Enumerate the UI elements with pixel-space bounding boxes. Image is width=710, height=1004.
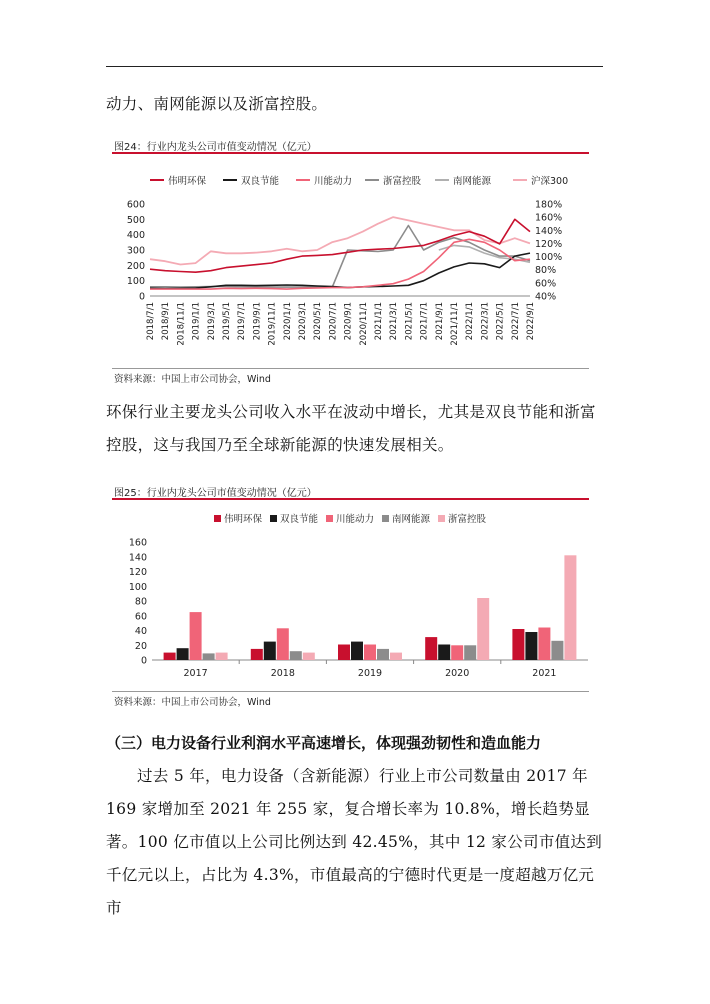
bar-2018-2 bbox=[277, 628, 289, 660]
x-tick-label-15: 2021/1/1 bbox=[374, 302, 384, 341]
section-heading: （三）电力设备行业利润水平高速增长，体现强劲韧性和造血能力 bbox=[106, 734, 542, 752]
x-tick-label-5: 2019/5/1 bbox=[222, 302, 232, 341]
x-tick-label-3: 2019/1/1 bbox=[191, 302, 202, 341]
intro-line: 动力、南网能源以及浙富控股。 bbox=[106, 95, 328, 113]
x-tick-label-12: 2020/7/1 bbox=[328, 302, 339, 341]
bar-2019-1 bbox=[351, 642, 363, 660]
x-tick-label-6: 2019/7/1 bbox=[237, 302, 248, 341]
y-right-tick-5: 140% bbox=[535, 225, 563, 237]
x-tick-label-7: 2019/9/1 bbox=[252, 302, 263, 341]
bar-2021-0 bbox=[512, 629, 524, 660]
y-tick-2: 40 bbox=[134, 626, 147, 637]
bar-2019-4 bbox=[390, 653, 402, 660]
y-tick-8: 160 bbox=[128, 537, 147, 549]
category-label-4: 2021 bbox=[532, 668, 557, 679]
bar-2018-3 bbox=[290, 651, 302, 660]
figure-25-source: 资料来源：中国上市公司协会，Wind bbox=[114, 697, 271, 708]
legend-label-2: 川能动力 bbox=[336, 514, 375, 525]
y-left-tick-4: 400 bbox=[126, 230, 145, 242]
x-tick-label-18: 2021/7/1 bbox=[419, 302, 430, 341]
x-tick-label-25: 2022/9/1 bbox=[526, 302, 536, 341]
y-right-tick-3: 100% bbox=[535, 252, 563, 264]
figure-25-top-rule bbox=[112, 498, 589, 500]
bar-2020-1 bbox=[438, 645, 450, 661]
x-tick-label-8: 2019/11/1 bbox=[267, 302, 278, 346]
y-left-tick-5: 500 bbox=[126, 214, 145, 226]
y-tick-1: 20 bbox=[134, 640, 147, 652]
x-tick-label-4: 2019/3/1 bbox=[206, 302, 217, 341]
legend-label-4: 南网能源 bbox=[453, 176, 492, 187]
bar-2020-0 bbox=[425, 637, 437, 660]
bar-2021-4 bbox=[564, 555, 576, 660]
bar-2020-2 bbox=[451, 645, 463, 660]
x-tick-label-19: 2021/9/1 bbox=[434, 302, 445, 341]
y-right-tick-2: 80% bbox=[535, 265, 557, 277]
x-tick-label-23: 2022/5/1 bbox=[495, 302, 506, 341]
bar-2020-3 bbox=[464, 645, 476, 660]
legend-swatch-3 bbox=[382, 515, 389, 522]
y-tick-5: 100 bbox=[128, 581, 147, 593]
bar-2021-3 bbox=[551, 641, 563, 660]
y-left-tick-1: 100 bbox=[126, 276, 145, 288]
y-right-tick-0: 40% bbox=[535, 291, 557, 303]
figure-25-bottom-rule bbox=[112, 691, 589, 692]
figure-25-title: 图25：行业内龙头公司市值变动情况（亿元） bbox=[114, 488, 317, 499]
x-tick-label-22: 2022/3/1 bbox=[480, 302, 491, 341]
category-label-1: 2018 bbox=[270, 668, 295, 679]
y-left-tick-2: 200 bbox=[126, 260, 145, 272]
x-tick-label-11: 2020/5/1 bbox=[313, 302, 324, 341]
y-left-tick-6: 600 bbox=[126, 199, 145, 211]
bar-2019-0 bbox=[338, 645, 350, 661]
bar-2017-3 bbox=[203, 653, 215, 660]
figure-24-top-rule bbox=[112, 152, 589, 154]
x-tick-label-17: 2021/5/1 bbox=[404, 302, 415, 341]
y-left-tick-3: 300 bbox=[126, 245, 145, 257]
header-rule bbox=[106, 66, 603, 67]
bar-2018-1 bbox=[264, 642, 276, 660]
paragraph-end: 过去 5 年，电力设备（含新能源）行业上市公司数量由 2017 年 169 家增加至 2021 年 255 家，复合增长率为 10.8%，增长趋势显著。100 亿市值以上公司比例达到 42.45%，其中 12 家公司市值达到千亿元以上，占比为 4.3%，市值最高的宁德时代更是一度超越万亿元市 bbox=[106, 767, 603, 917]
x-tick-label-20: 2021/11/1 bbox=[450, 302, 460, 346]
legend-swatch-2 bbox=[326, 515, 333, 522]
legend-label-0: 伟明环保 bbox=[168, 176, 207, 187]
figure-24-bottom-rule bbox=[112, 368, 589, 369]
figure-24-title: 图24：行业内龙头公司市值变动情况（亿元） bbox=[114, 142, 317, 153]
y-left-tick-0: 0 bbox=[138, 291, 145, 303]
legend-label-2: 川能动力 bbox=[314, 176, 353, 187]
bar-chart bbox=[110, 504, 590, 684]
y-right-tick-7: 180% bbox=[535, 199, 563, 211]
legend-label-0: 伟明环保 bbox=[224, 514, 263, 525]
bar-2017-2 bbox=[190, 612, 202, 660]
x-tick-label-21: 2022/1/1 bbox=[465, 302, 476, 341]
y-tick-4: 80 bbox=[134, 596, 147, 608]
y-right-tick-4: 120% bbox=[535, 238, 563, 250]
legend-swatch-4 bbox=[438, 515, 445, 522]
paragraph-mid: 环保行业主要龙头公司收入水平在波动中增长，尤其是双良节能和浙富控股，这与我国乃至全球新能源的快速发展相关。 bbox=[106, 403, 596, 454]
x-tick-label-0: 2018/7/1 bbox=[146, 302, 156, 341]
x-tick-label-10: 2020/3/1 bbox=[298, 302, 308, 341]
bar-2021-1 bbox=[525, 632, 537, 660]
series-line-2 bbox=[150, 239, 530, 289]
legend-label-3: 南网能源 bbox=[392, 514, 431, 525]
x-tick-label-24: 2022/7/1 bbox=[510, 302, 521, 341]
bar-2019-2 bbox=[364, 645, 376, 661]
y-right-tick-6: 160% bbox=[535, 212, 563, 224]
figure-24-source: 资料来源：中国上市公司协会，Wind bbox=[114, 374, 271, 385]
bar-2021-2 bbox=[538, 628, 550, 661]
legend-label-1: 双良节能 bbox=[280, 514, 319, 525]
bar-2017-1 bbox=[177, 648, 189, 660]
y-right-tick-1: 60% bbox=[535, 278, 557, 290]
bar-2017-4 bbox=[216, 653, 228, 660]
x-tick-label-13: 2020/9/1 bbox=[343, 302, 354, 341]
y-tick-7: 140 bbox=[128, 552, 147, 564]
x-tick-label-9: 2020/1/1 bbox=[282, 302, 293, 341]
bar-2018-0 bbox=[251, 649, 263, 660]
x-tick-label-14: 2020/11/1 bbox=[358, 302, 369, 346]
bar-2019-3 bbox=[377, 649, 389, 660]
x-tick-label-16: 2021/3/1 bbox=[389, 302, 400, 341]
y-tick-0: 0 bbox=[140, 655, 147, 667]
line-chart bbox=[110, 160, 590, 366]
x-tick-label-1: 2018/9/1 bbox=[161, 302, 172, 341]
legend-swatch-1 bbox=[270, 515, 277, 522]
category-label-2: 2019 bbox=[357, 668, 383, 679]
bar-2018-4 bbox=[303, 653, 315, 660]
legend-label-4: 浙富控股 bbox=[448, 514, 487, 525]
category-label-0: 2017 bbox=[183, 668, 208, 679]
y-tick-6: 120 bbox=[128, 567, 147, 578]
legend-swatch-0 bbox=[214, 515, 221, 522]
bar-2017-0 bbox=[164, 653, 176, 660]
y-tick-3: 60 bbox=[134, 611, 147, 623]
x-tick-label-2: 2018/11/1 bbox=[176, 302, 187, 346]
bar-2020-4 bbox=[477, 598, 489, 660]
legend-label-3: 浙富控股 bbox=[383, 176, 422, 187]
category-label-3: 2020 bbox=[445, 668, 470, 679]
series-line-3 bbox=[150, 226, 530, 288]
series-line-0 bbox=[150, 219, 530, 272]
legend-label-5: 沪深300 bbox=[531, 176, 569, 187]
legend-label-1: 双良节能 bbox=[241, 176, 280, 187]
